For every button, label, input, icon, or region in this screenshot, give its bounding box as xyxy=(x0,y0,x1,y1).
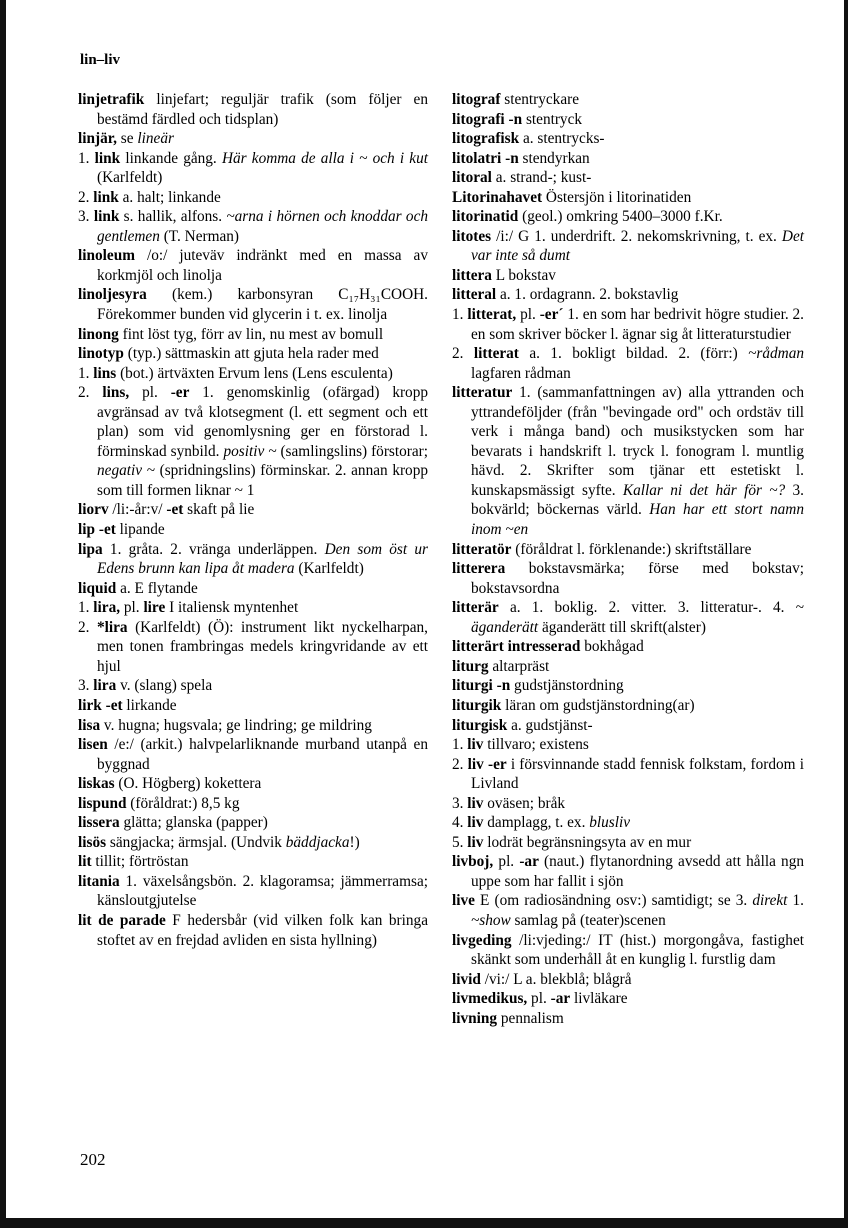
entry-number: 5. xyxy=(452,833,468,851)
entry-headword: Litorinahavet xyxy=(452,188,543,206)
entry-text: (naut.) flytanordning avsedd att hålla ngn uppe som har fallit i sjön xyxy=(471,853,805,890)
entry-text: stendyrkan xyxy=(518,149,590,167)
entry-text: fint löst tyg, förr av lin, nu mest av bomull xyxy=(118,325,384,343)
entry-text: (typ.) sättmaskin att gjuta hela rader med xyxy=(123,345,379,363)
entry-number: 1. xyxy=(452,736,468,754)
entry-text: läran om gudstjänstordning(ar) xyxy=(501,696,695,714)
entry-headword: lira, xyxy=(93,599,121,617)
dictionary-entry xyxy=(78,149,428,188)
entry-text: /o:/ juteväv indränkt med en massa av korkmjöl och linolja xyxy=(97,247,428,284)
entry-text: gudstjänstordning xyxy=(510,677,624,695)
entry-headword: litterat, xyxy=(467,306,517,324)
dictionary-entry xyxy=(452,833,804,853)
entry-headword: lira xyxy=(93,677,117,695)
entry-headword: liturgisk xyxy=(452,716,508,734)
entry-text: a. 1. boklig. 2. vitter. 3. litteratur-. 4. ~ xyxy=(498,599,804,617)
dictionary-entry xyxy=(78,911,428,950)
dictionary-entry xyxy=(452,813,804,833)
dictionary-entry xyxy=(78,716,428,736)
entry-headword: livid xyxy=(452,970,481,988)
dictionary-entry xyxy=(78,833,428,853)
entry-headword: -er´ xyxy=(539,306,564,324)
entry-number: 3. xyxy=(78,677,94,695)
entry-headword: linotyp xyxy=(78,345,124,363)
entry-number: 1. xyxy=(452,306,468,324)
dictionary-entry xyxy=(452,696,804,716)
entry-headword: litterat xyxy=(473,345,519,363)
entry-headword: litania xyxy=(78,872,120,890)
entry-headword: liquid xyxy=(78,579,117,597)
dictionary-entry xyxy=(452,227,804,266)
entry-headword: litolatri xyxy=(452,149,502,167)
entry-text: samlag på (teater)scenen xyxy=(510,911,666,929)
dictionary-entry xyxy=(452,110,804,130)
entry-headword: liv xyxy=(467,814,484,832)
entry-headword: litteral xyxy=(452,286,497,304)
entry-text: pennalism xyxy=(497,1009,564,1027)
dictionary-entry xyxy=(452,305,804,344)
dictionary-entry xyxy=(452,676,804,696)
entry-headword: lissera xyxy=(78,814,120,832)
entry-text: (samlingslins) förstorar; xyxy=(276,442,429,460)
dictionary-entry xyxy=(452,383,804,539)
entry-headword: -ar xyxy=(519,853,539,871)
entry-text: livläkare xyxy=(570,990,628,1008)
entry-example: Den som öst ur Edens brunn kan lipa åt madera xyxy=(97,540,428,578)
entry-text: linkande gång. xyxy=(120,149,222,167)
entry-headword: litterärt intresserad xyxy=(452,638,581,656)
entry-headword: lisös xyxy=(78,833,107,851)
running-header: lin–liv xyxy=(80,52,121,68)
entry-text: se xyxy=(116,130,138,148)
entry-text: 1. växelsångsbön. 2. klagoramsa; jämmerramsa; känsloutgjutelse xyxy=(97,872,428,910)
entry-text: lodrät begränsningsyta av en mur xyxy=(483,833,692,851)
entry-text: tillit; förtröstan xyxy=(91,853,189,871)
entry-text: äganderätt till skrift(alster) xyxy=(538,618,706,636)
dictionary-entry xyxy=(452,657,804,677)
entry-text: v. hugna; hugsvala; ge lindring; ge mildring xyxy=(100,716,372,734)
entry-number: 3. xyxy=(452,794,468,812)
dictionary-entry xyxy=(78,383,428,500)
entry-text: (Karlfeldt) (Ö): instrument likt nyckelharpan, men tonen frambringas medels kringvridande av ett hjul xyxy=(97,618,429,675)
entry-text: damplagg, t. ex. xyxy=(483,814,590,832)
dictionary-entry xyxy=(452,266,804,286)
dictionary-entry xyxy=(452,559,804,598)
dictionary-entry xyxy=(452,989,804,1009)
entry-headword: -n xyxy=(505,149,519,167)
entry-text: 1. gråta. 2. vränga underläppen. xyxy=(102,540,325,558)
entry-text: lipande xyxy=(115,521,165,539)
entry-headword: liv xyxy=(467,755,484,773)
dictionary-entry xyxy=(78,364,428,384)
dictionary-entry xyxy=(78,676,428,696)
entry-headword: *lira xyxy=(96,618,128,636)
dictionary-entry xyxy=(452,794,804,814)
dictionary-entry xyxy=(452,344,804,383)
entry-text: /li:-år:v/ xyxy=(108,501,167,519)
entry-example: lineär xyxy=(137,130,174,148)
entry-number: 1. xyxy=(78,599,94,617)
entry-text: stentryck xyxy=(522,110,583,128)
dictionary-entry xyxy=(452,1009,804,1029)
left-column xyxy=(78,90,428,950)
entry-headword: linjär, xyxy=(78,130,117,148)
entry-headword: lisen xyxy=(78,736,108,754)
entry-headword: lisa xyxy=(78,716,101,734)
entry-text: a. 1. ordagrann. 2. bokstavlig xyxy=(496,286,679,304)
dictionary-entry xyxy=(452,540,804,560)
scan-border-right xyxy=(844,0,848,1228)
entry-text: sängjacka; ärmsjal. (Undvik xyxy=(106,833,286,851)
entry-headword: lins, xyxy=(102,384,130,402)
entry-headword: -n xyxy=(508,110,523,128)
entry-text: a. 1. bokligt bildad. 2. (förr:) xyxy=(518,345,749,363)
entry-headword: linong xyxy=(78,325,119,343)
entry-text: i försvinnande stadd fennisk folkstam, fordom i Livland xyxy=(471,755,805,793)
entry-text: (Karlfeldt) xyxy=(97,169,163,187)
dictionary-entry xyxy=(452,598,804,637)
entry-example: Det var inte så dumt xyxy=(471,227,804,265)
entry-headword: liv xyxy=(467,736,484,754)
entry-headword: litterär xyxy=(452,599,499,617)
entry-text: (Karlfeldt) xyxy=(294,560,364,578)
entry-headword: liv xyxy=(467,833,484,851)
entry-text: pl. xyxy=(516,306,540,324)
entry-text: tillvaro; existens xyxy=(483,736,589,754)
entry-example: Här komma de alla i ~ och i kut xyxy=(221,149,428,167)
entry-text: 1. (sammanfattningen av) alla yttranden och yttrandeföljder (från "bevingade ord" och ordstäv till verk i många band) och musikstycken som har bevarats i handskrift l. tryck l. fonogram l. muntlig hävd. 2. Skrifter som tjänar ett estetiskt l. kunskapsmässigt syfte. xyxy=(471,384,804,499)
entry-text: I italiensk myntenhet xyxy=(165,599,299,617)
dictionary-entry xyxy=(78,540,428,579)
entry-headword: liturgik xyxy=(452,696,502,714)
entry-text: F hedersbår (vid vilken folk kan bringa stoftet av en frejdad avliden en sista hyllning) xyxy=(97,911,428,949)
entry-text: skaft på lie xyxy=(183,501,255,519)
dictionary-entry xyxy=(452,931,804,970)
entry-headword: liturg xyxy=(452,657,489,675)
entry-headword: -et xyxy=(98,521,116,539)
dictionary-entry xyxy=(78,618,428,677)
entry-headword: litteratör xyxy=(452,540,512,558)
entry-text: stentryckare xyxy=(500,91,580,108)
entry-text: 1. en som har bedrivit högre studier. 2. en som skriver böcker l. ägnar sig åt litteraturstudier xyxy=(471,306,805,343)
entry-text: pl. xyxy=(527,990,551,1008)
dictionary-entry xyxy=(452,129,804,149)
entry-text: glätta; glanska (papper) xyxy=(119,814,268,832)
dictionary-entry xyxy=(78,579,428,599)
dictionary-entry xyxy=(452,149,804,169)
entry-text: (bot.) ärtväxten Ervum lens (Lens esculenta) xyxy=(116,364,393,382)
entry-number: 4. xyxy=(452,814,468,832)
entry-text: (föråldrat l. förklenande:) skriftställare xyxy=(511,540,752,558)
entry-headword: lins xyxy=(93,364,117,382)
entry-text: (kem.) karbonsyran C₁₇H₃₁COOH. Förekommer bunden vid glycerin i t. ex. linolja xyxy=(97,286,428,324)
dictionary-entry xyxy=(78,500,428,520)
entry-number: 2. xyxy=(78,618,97,636)
entry-text: lirkande xyxy=(122,696,177,714)
entry-text: (geol.) omkring 5400–3000 f.Kr. xyxy=(518,208,723,226)
entry-text: 1. xyxy=(787,892,804,910)
entry-headword: litografisk xyxy=(452,130,520,148)
entry-text: !) xyxy=(349,833,360,851)
scan-border-left xyxy=(0,0,6,1228)
entry-headword: -ar xyxy=(550,990,571,1008)
entry-text: Östersjön i litorinatiden xyxy=(542,188,692,206)
entry-text: a. stentrycks- xyxy=(519,130,605,148)
page-number: 202 xyxy=(80,1150,106,1169)
entry-example: negativ ~ xyxy=(97,462,155,480)
dictionary-entry xyxy=(78,344,428,364)
entry-text: oväsen; bråk xyxy=(483,794,566,812)
entry-headword: livning xyxy=(452,1009,498,1027)
dictionary-entry xyxy=(452,637,804,657)
entry-headword: -et xyxy=(105,696,123,714)
dictionary-entry xyxy=(78,129,428,149)
entry-text: (T. Nerman) xyxy=(159,227,240,245)
entry-headword: litterera xyxy=(452,560,506,578)
entry-headword: lispund xyxy=(78,794,127,812)
entry-text: pl. xyxy=(129,384,171,402)
entry-text: /e:/ (arkit.) halvpelarliknande murband utanpå en byggnad xyxy=(97,736,428,773)
entry-text: /vi:/ L a. blekblå; blågrå xyxy=(480,970,632,988)
entry-number: 1. xyxy=(78,149,95,167)
entry-example: direkt xyxy=(752,892,788,910)
entry-headword: liv xyxy=(467,794,484,812)
entry-text: s. hallik, alfons. xyxy=(119,208,227,226)
entry-headword: lit xyxy=(78,853,92,871)
dictionary-entry xyxy=(78,735,428,774)
dictionary-entry xyxy=(78,774,428,794)
entry-headword: liskas xyxy=(78,775,115,793)
entry-text: (O. Högberg) kokettera xyxy=(114,775,262,793)
entry-headword: -et xyxy=(166,501,184,519)
entry-headword: link xyxy=(94,149,121,167)
entry-example: blusliv xyxy=(589,814,631,832)
dictionary-entry xyxy=(452,755,804,794)
entry-text: E (om radiosändning osv:) samtidigt; se 3. xyxy=(474,892,753,910)
entry-example: positiv ~ xyxy=(223,442,277,460)
entry-headword: -er xyxy=(170,384,190,402)
dictionary-entry xyxy=(452,188,804,208)
entry-number: 2. xyxy=(452,755,468,773)
entry-headword: litorinatid xyxy=(452,208,519,226)
entry-text: a. E flytande xyxy=(116,579,198,597)
entry-headword: livmedikus, xyxy=(452,990,528,1008)
dictionary-entry xyxy=(78,872,428,911)
entry-headword: link xyxy=(93,208,120,226)
entry-headword: litoral xyxy=(452,169,492,187)
entry-text: bokhågad xyxy=(580,638,644,656)
entry-example: ~rådman xyxy=(748,345,804,363)
dictionary-entry xyxy=(452,970,804,990)
dictionary-entry xyxy=(78,90,428,129)
entry-example: bäddjacka xyxy=(285,833,350,851)
entry-example: Han har ett stort namn inom ~en xyxy=(471,501,804,539)
dictionary-entry xyxy=(78,188,428,208)
dictionary-entry xyxy=(452,852,804,891)
entry-headword: -n xyxy=(496,677,511,695)
dictionary-entry xyxy=(78,325,428,345)
entry-headword: litograf xyxy=(452,91,501,108)
entry-text: 3. bokvärld; böckernas värld. xyxy=(471,481,804,519)
entry-text: 1. genomskinlig (ofärgad) kropp avgränsad av två klotsegment (l. ett segment och ett plan) som vid genomlysning ger en förstorad l. förminskad synbild. xyxy=(97,384,429,460)
entry-number: 1. xyxy=(78,364,94,382)
entry-example: ~show xyxy=(471,911,511,929)
right-column xyxy=(452,90,804,1028)
entry-text: linjefart; reguljär trafik (som följer en bestämd färdled och tidsplan) xyxy=(97,91,428,128)
entry-headword: linoleum xyxy=(78,247,135,265)
entry-headword: livgeding xyxy=(452,931,512,949)
entry-headword: livboj, xyxy=(452,853,494,871)
dictionary-entry xyxy=(78,520,428,540)
entry-text: pl. xyxy=(120,599,144,617)
dictionary-entry xyxy=(78,852,428,872)
entry-number: 2. xyxy=(78,384,103,402)
entry-headword: littera xyxy=(452,266,492,284)
entry-headword: litteratur xyxy=(452,384,513,402)
entry-headword: linoljesyra xyxy=(78,286,147,304)
entry-headword: live xyxy=(452,892,475,910)
dictionary-entry xyxy=(452,90,804,110)
entry-headword: litotes xyxy=(452,227,492,245)
entry-number: 3. xyxy=(78,208,94,226)
entry-headword: lipa xyxy=(78,540,103,558)
entry-headword: lit de parade xyxy=(78,911,166,929)
entry-headword: lip xyxy=(78,521,96,539)
dictionary-entry xyxy=(78,794,428,814)
entry-headword: -er xyxy=(488,755,507,773)
entry-headword: lire xyxy=(143,599,166,617)
dictionary-entry xyxy=(452,735,804,755)
dictionary-entry xyxy=(452,891,804,930)
dictionary-entry xyxy=(78,207,428,246)
dictionary-entry xyxy=(78,246,428,285)
dictionary-entry xyxy=(78,598,428,618)
dictionary-entry xyxy=(452,207,804,227)
entry-text: /i:/ G 1. underdrift. 2. nekomskrivning, t. ex. xyxy=(491,227,782,245)
entry-text: a. halt; linkande xyxy=(118,188,221,206)
entry-example: ~arna i hörnen och knoddar och gentlemen xyxy=(97,208,429,245)
entry-text: (spridningslins) förminskar. 2. annan kropp som till formen liknar ~ 1 xyxy=(97,462,429,499)
dictionary-entry xyxy=(78,696,428,716)
entry-text: a. gudstjänst- xyxy=(507,716,593,734)
entry-headword: liorv xyxy=(78,501,109,519)
entry-number: 2. xyxy=(452,345,474,363)
entry-headword: link xyxy=(93,188,119,206)
entry-text: v. (slang) spela xyxy=(116,677,213,695)
entry-headword: liturgi xyxy=(452,677,493,695)
dictionary-entry xyxy=(452,285,804,305)
dictionary-entry xyxy=(452,716,804,736)
dictionary-entry xyxy=(78,285,428,324)
entry-text: pl. xyxy=(493,853,520,871)
dictionary-entry xyxy=(78,813,428,833)
entry-headword: litografi xyxy=(452,110,505,128)
scan-border-bottom xyxy=(0,1218,848,1228)
entry-text: (föråldrat:) 8,5 kg xyxy=(126,794,240,812)
entry-text: lagfaren rådman xyxy=(471,364,571,382)
entry-headword: linjetrafik xyxy=(78,91,145,108)
entry-text: a. strand-; kust- xyxy=(491,169,592,187)
entry-text: L bokstav xyxy=(491,266,556,284)
entry-text: altarpräst xyxy=(488,657,550,675)
dictionary-entry xyxy=(452,168,804,188)
entry-text: /li:vjeding:/ IT (hist.) morgongåva, fastighet skänkt som underhåll åt en kunglig l. furstlig dam xyxy=(471,931,804,969)
entry-headword: lirk xyxy=(78,696,102,714)
entry-number: 2. xyxy=(78,188,94,206)
entry-example: äganderätt xyxy=(471,618,539,636)
entry-text: bokstavsmärka; förse med bokstav; bokstavsordna xyxy=(471,560,804,597)
entry-example: Kallar ni det här för ~? xyxy=(622,481,786,499)
